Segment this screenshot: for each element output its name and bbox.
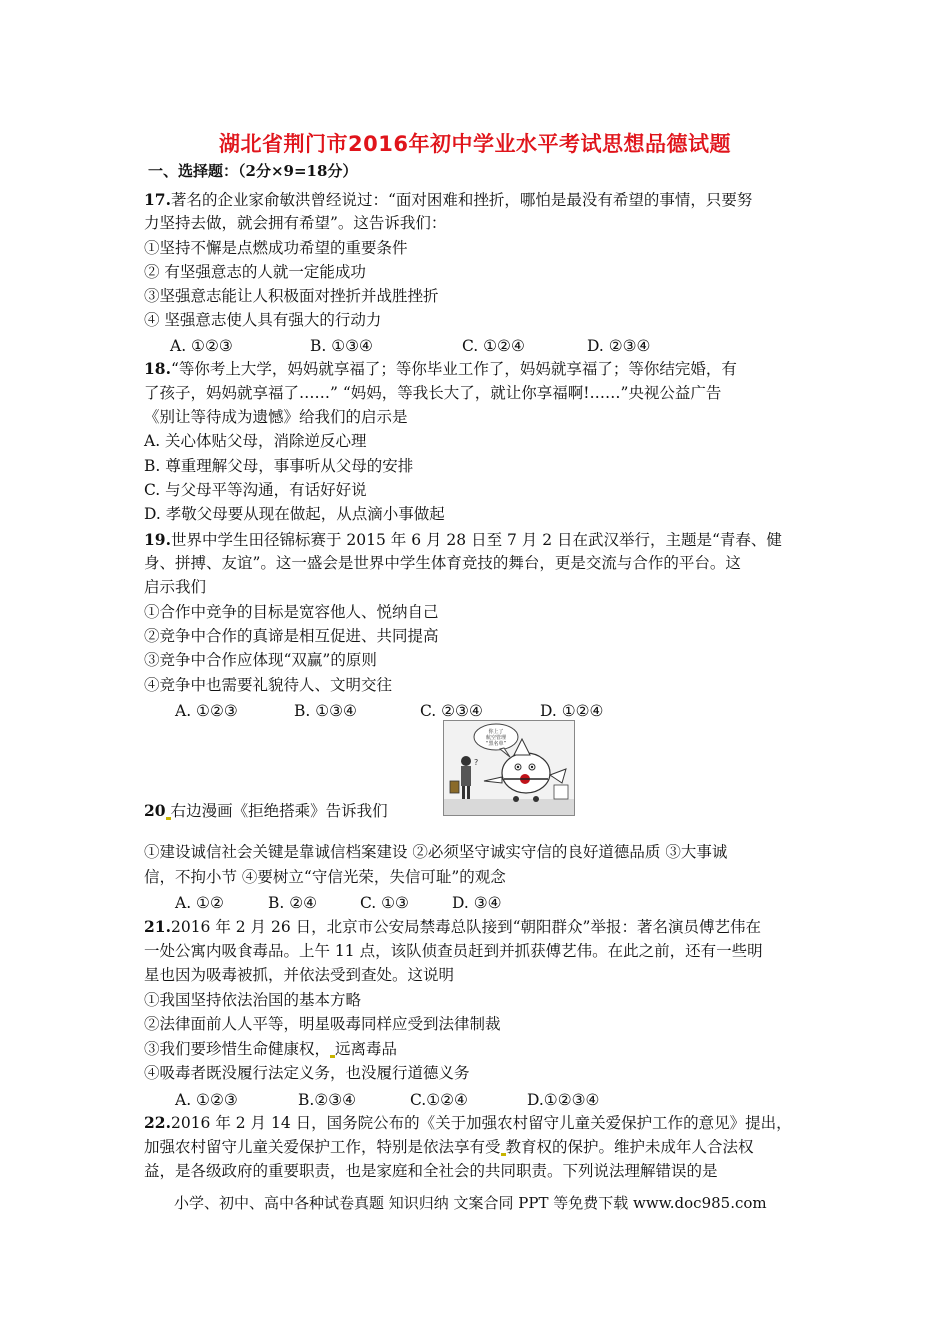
q21-stem-line-1 (144, 919, 761, 936)
q21-stem-line-2: 一处公寓内吸食毒品。上午 11 点，该队侦查员赶到并抓获傅艺伟。在此之前，还有一些明 (144, 942, 763, 960)
bubble-line-3: “黑名单” (485, 741, 507, 747)
q21-statement-3 (144, 1042, 397, 1058)
q21-option-b: B.②③④ (298, 1091, 357, 1109)
q20-text-1: 右边漫画《拒绝搭乘》告诉我们 (170, 802, 388, 820)
q19-text-1: 世界中学生田径锦标赛于 2015 年 6 月 28 日至 7 月 2 日在武汉举行，主题是“青春、健 (170, 531, 782, 549)
q21-option-d: D.①②③④ (527, 1091, 600, 1109)
q19-number: 19. (144, 530, 171, 549)
q18-text-1: “等你考上大学，妈妈就享福了；等你毕业工作了，妈妈就享福了；等你结完婚，有 (170, 360, 737, 378)
q17-option-a: A. ①②③ (170, 337, 233, 355)
q19-stem-line-2: 身、拼搏、友谊”。这一盛会是世界中学生体育竞技的舞台，更是交流与合作的平台。这 (144, 554, 741, 572)
q20-option-d: D. ③④ (452, 894, 502, 912)
q17-statement-1: ①坚持不懈是点燃成功希望的重要条件 (144, 239, 408, 257)
page-footer: 小学、初中、高中各种试卷真题 知识归纳 文案合同 PPT 等免费下载 www.doc985.com (174, 1194, 767, 1212)
bubble-line-2: 航空管理 (485, 735, 507, 741)
q19-stem-line-3: 启示我们 (144, 578, 207, 596)
q18-option-b: B. 尊重理解父母，事事听从父母的安排 (144, 457, 414, 475)
q20-number: 20 (144, 801, 166, 820)
q22-stem-line-1 (144, 1115, 792, 1132)
q17-option-c: C. ①②④ (462, 337, 525, 355)
q19-stem-line-1 (144, 532, 782, 549)
q22-text-2a: 加强农村留守儿童关爱保护工作，特别是依法享有受 (144, 1138, 501, 1156)
q21-text-1: 2016 年 2 月 26 日，北京市公安局禁毒总队接到“朝阳群众”举报：著名演员傅艺伟在 (170, 918, 761, 936)
q17-number: 17. (144, 190, 171, 209)
q17-statement-4: ④ 坚强意志使人具有强大的行动力 (144, 311, 382, 329)
q22-number: 22. (144, 1113, 171, 1132)
q21-stem-line-3: 星也因为吸毒被抓，并依法受到查处。这说明 (144, 966, 455, 984)
section-heading: 一、选择题：（2分×9=18分） (148, 162, 358, 180)
svg-text:?: ? (474, 758, 479, 767)
q20-option-a: A. ①② (175, 894, 224, 912)
q19-statement-4: ④竞争中也需要礼貌待人、文明交往 (144, 676, 393, 694)
q21-number: 21. (144, 917, 171, 936)
q18-stem-line-1 (144, 361, 737, 378)
q17-stem-line-2: 力坚持去做，就会拥有希望”。这告诉我们： (144, 214, 447, 232)
q18-option-a: A. 关心体贴父母，消除逆反心理 (144, 432, 367, 450)
q17-statement-2: ② 有坚强意志的人就一定能成功 (144, 263, 366, 281)
q19-option-a: A. ①②③ (175, 702, 238, 720)
q17-option-d: D. ②③④ (587, 337, 651, 355)
q18-stem-line-2: 了孩子，妈妈就享福了……” “妈妈，等我长大了，就让你享福啊!……”央视公益广告 (144, 384, 722, 402)
q17-stem-line-1 (144, 192, 752, 209)
q20-stem-line-3: 信，不拘小节 ④要树立“守信光荣，失信可耻”的观念 (144, 868, 506, 886)
refuse-boarding-cartoon (443, 720, 575, 816)
q20-option-c: C. ①③ (360, 894, 409, 912)
q17-statement-3: ③坚强意志能让人积极面对挫折并战胜挫折 (144, 287, 439, 305)
q18-stem-line-3: 《别让等待成为遗憾》给我们的启示是 (144, 408, 408, 426)
q21-statement-1: ①我国坚持依法治国的基本方略 (144, 991, 362, 1009)
q20-stem-line-2: ①建设诚信社会关键是靠诚信档案建设 ②必须坚守诚实守信的良好道德品质 ③大事诚 (144, 843, 728, 861)
q19-option-b: B. ①③④ (294, 702, 357, 720)
q21-statement-4: ④吸毒者既没履行法定义务，也没履行道德义务 (144, 1064, 470, 1082)
q21-statement-3-a: ③我们要珍惜生命健康权， (144, 1040, 331, 1058)
q22-stem-line-2 (144, 1140, 754, 1156)
q22-text-1: 2016 年 2 月 14 日，国务院公布的《关于加强农村留守儿童关爱保护工作的意见》提出， (170, 1114, 792, 1132)
exam-title: 湖北省荆门市2016年初中学业水平考试思想品德试题 (219, 132, 731, 156)
bubble-line-1: 你上了 (488, 729, 504, 735)
q18-option-c: C. 与父母平等沟通，有话好好说 (144, 481, 367, 499)
q21-statement-2: ②法律面前人人平等，明星吸毒同样应受到法律制裁 (144, 1015, 501, 1033)
q18-number: 18. (144, 359, 171, 378)
q19-statement-1: ①合作中竞争的目标是宽容他人、悦纳自己 (144, 603, 439, 621)
q17-option-b: B. ①③④ (310, 337, 373, 355)
q21-statement-3-b: 远离毒品 (335, 1040, 398, 1058)
q21-option-c: C.①②④ (410, 1091, 468, 1109)
q18-option-d: D. 孝敬父母要从现在做起，从点滴小事做起 (144, 505, 445, 523)
q22-stem-line-3: 益，是各级政府的重要职责，也是家庭和全社会的共同职责。下列说法理解错误的是 (144, 1162, 718, 1180)
q21-option-a: A. ①②③ (175, 1091, 238, 1109)
q22-text-2b: 教育权的保护。维护未成年人合法权 (505, 1138, 754, 1156)
q19-statement-3: ③竞争中合作应体现“双赢”的原则 (144, 651, 377, 669)
q17-text-1: 著名的企业家俞敏洪曾经说过：“面对困难和挫折，哪怕是最没有希望的事情，只要努 (170, 191, 753, 209)
q20-option-b: B. ②④ (268, 894, 318, 912)
q20-stem-line-1 (144, 803, 388, 820)
cartoon-illustration (444, 721, 574, 815)
q19-option-c: C. ②③④ (420, 702, 483, 720)
q19-option-d: D. ①②④ (540, 702, 604, 720)
q19-statement-2: ②竞争中合作的真谛是相互促进、共同提高 (144, 627, 439, 645)
